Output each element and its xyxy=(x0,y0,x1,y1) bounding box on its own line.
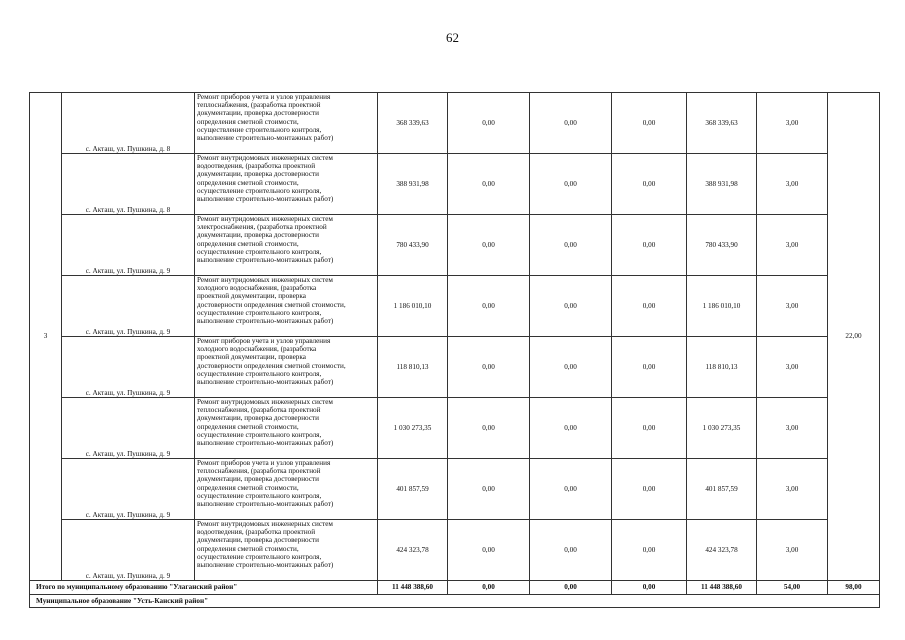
work-description-cell xyxy=(195,337,378,398)
work-line: проектной документации, проверка xyxy=(197,292,306,301)
next-section-heading: Муниципальное образование "Усть-Канский район" xyxy=(30,595,880,608)
value-cell-c5: 3,00 xyxy=(757,276,828,337)
work-line: теплоснабжения, (разработка проектной xyxy=(197,101,321,110)
value-cell-c5: 3,00 xyxy=(757,398,828,459)
work-line: осуществление строительного контроля, xyxy=(197,308,322,317)
work-line: определения сметной стоимости, xyxy=(197,544,299,553)
value-cell-c4: 118 810,13 xyxy=(687,337,757,398)
work-line: выполнение строительно-монтажных работ) xyxy=(197,317,334,326)
address-cell: с. Акташ, ул. Пушкина, д. 9 xyxy=(62,337,195,398)
work-line: осуществление строительного контроля, xyxy=(197,186,322,195)
total-label: Итого по муниципальному образованию "Улаганский район" xyxy=(30,581,378,595)
work-line: Ремонт внутридомовых инженерных систем xyxy=(197,215,333,223)
total-value-c3: 0,00 xyxy=(612,581,687,595)
work-line: документации, проверка достоверности xyxy=(197,109,320,118)
value-cell-c4: 1 030 273,35 xyxy=(687,398,757,459)
work-line: достоверности определения сметной стоимости, xyxy=(197,361,346,370)
value-cell-c4: 368 339,63 xyxy=(687,93,757,154)
total-value-c4: 11 448 388,60 xyxy=(687,581,757,595)
value-cell-c5: 3,00 xyxy=(757,520,828,581)
total-row xyxy=(30,581,880,595)
work-line: водоотведения, (разработка проектной xyxy=(197,162,316,171)
address-cell: с. Акташ, ул. Пушкина, д. 8 xyxy=(62,154,195,215)
work-description-cell xyxy=(195,276,378,337)
work-line: Ремонт внутридомовых инженерных систем xyxy=(197,520,333,528)
work-description-cell xyxy=(195,215,378,276)
work-line: теплоснабжения, (разработка проектной xyxy=(197,406,321,415)
value-cell-c5: 3,00 xyxy=(757,215,828,276)
table-row xyxy=(30,520,880,581)
value-cell-c4: 1 186 010,10 xyxy=(687,276,757,337)
value-cell-c1: 0,00 xyxy=(448,276,530,337)
value-cell-c2: 0,00 xyxy=(530,520,612,581)
work-line: документации, проверка достоверности xyxy=(197,536,320,545)
table-row xyxy=(30,337,880,398)
work-line: определения сметной стоимости, xyxy=(197,178,299,187)
work-line: холодного водоснабжения, (разработка xyxy=(197,345,317,354)
address-cell: с. Акташ, ул. Пушкина, д. 9 xyxy=(62,459,195,520)
address-cell: с. Акташ, ул. Пушкина, д. 9 xyxy=(62,520,195,581)
work-line: холодного водоснабжения, (разработка xyxy=(197,284,317,293)
work-line: осуществление строительного контроля, xyxy=(197,552,322,561)
work-line: выполнение строительно-монтажных работ) xyxy=(197,378,334,387)
work-line: выполнение строительно-монтажных работ) xyxy=(197,195,334,204)
work-line: выполнение строительно-монтажных работ) xyxy=(197,500,334,509)
work-line: определения сметной стоимости, xyxy=(197,239,299,248)
work-line: осуществление строительного контроля, xyxy=(197,247,322,256)
work-line: Ремонт внутридомовых инженерных систем xyxy=(197,398,333,406)
work-line: Ремонт внутридомовых инженерных систем xyxy=(197,154,333,162)
value-cell-c3: 0,00 xyxy=(612,215,687,276)
work-line: проектной документации, проверка xyxy=(197,353,306,362)
value-cell-c2: 0,00 xyxy=(530,215,612,276)
work-line: теплоснабжения, (разработка проектной xyxy=(197,467,321,476)
group-total-cell: 22,00 xyxy=(828,93,880,581)
work-line: Ремонт приборов учета и узлов управления xyxy=(197,459,331,467)
value-cell-c2: 0,00 xyxy=(530,459,612,520)
value-cell-c3: 0,00 xyxy=(612,93,687,154)
work-line: определения сметной стоимости, xyxy=(197,422,299,431)
value-cell-c3: 0,00 xyxy=(612,337,687,398)
value-cell-c2: 0,00 xyxy=(530,398,612,459)
section-heading-row xyxy=(30,595,880,608)
value-cell-c1: 0,00 xyxy=(448,520,530,581)
table-row xyxy=(30,154,880,215)
work-line: документации, проверка достоверности xyxy=(197,414,320,423)
work-line: осуществление строительного контроля, xyxy=(197,430,322,439)
work-description-cell xyxy=(195,93,378,154)
value-cell-c1: 0,00 xyxy=(448,154,530,215)
work-line: выполнение строительно-монтажных работ) xyxy=(197,561,334,570)
group-index-cell: 3 xyxy=(30,93,62,581)
table-row xyxy=(30,398,880,459)
work-line: выполнение строительно-монтажных работ) xyxy=(197,439,334,448)
table-row xyxy=(30,459,880,520)
work-line: документации, проверка достоверности xyxy=(197,475,320,484)
value-cell-cost: 424 323,78 xyxy=(378,520,448,581)
value-cell-cost: 368 339,63 xyxy=(378,93,448,154)
value-cell-cost: 388 931,98 xyxy=(378,154,448,215)
table-row xyxy=(30,276,880,337)
total-value-c5: 54,00 xyxy=(757,581,828,595)
address-cell: с. Акташ, ул. Пушкина, д. 9 xyxy=(62,398,195,459)
total-value-c1: 0,00 xyxy=(448,581,530,595)
value-cell-cost: 401 857,59 xyxy=(378,459,448,520)
value-cell-c4: 424 323,78 xyxy=(687,520,757,581)
value-cell-c4: 388 931,98 xyxy=(687,154,757,215)
work-line: определения сметной стоимости, xyxy=(197,117,299,126)
value-cell-c5: 3,00 xyxy=(757,154,828,215)
total-value-c6: 98,00 xyxy=(828,581,880,595)
capital-repair-table xyxy=(29,92,880,608)
work-line: электроснабжения, (разработка проектной xyxy=(197,223,327,232)
value-cell-c2: 0,00 xyxy=(530,93,612,154)
value-cell-c3: 0,00 xyxy=(612,520,687,581)
work-line: Ремонт приборов учета и узлов управления xyxy=(197,93,331,101)
value-cell-cost: 1 186 010,10 xyxy=(378,276,448,337)
table-row xyxy=(30,215,880,276)
work-line: водоотведения, (разработка проектной xyxy=(197,528,316,537)
table-row xyxy=(30,93,880,154)
value-cell-c5: 3,00 xyxy=(757,93,828,154)
work-description-cell xyxy=(195,459,378,520)
value-cell-c3: 0,00 xyxy=(612,276,687,337)
work-line: осуществление строительного контроля, xyxy=(197,491,322,500)
address-cell: с. Акташ, ул. Пушкина, д. 8 xyxy=(62,93,195,154)
value-cell-c3: 0,00 xyxy=(612,398,687,459)
work-line: Ремонт приборов учета и узлов управления xyxy=(197,337,331,345)
work-line: выполнение строительно-монтажных работ) xyxy=(197,256,334,265)
work-description-cell xyxy=(195,154,378,215)
value-cell-c1: 0,00 xyxy=(448,215,530,276)
value-cell-c2: 0,00 xyxy=(530,154,612,215)
work-line: осуществление строительного контроля, xyxy=(197,369,322,378)
value-cell-c2: 0,00 xyxy=(530,276,612,337)
value-cell-c1: 0,00 xyxy=(448,459,530,520)
work-line: документации, проверка достоверности xyxy=(197,170,320,179)
work-line: достоверности определения сметной стоимости, xyxy=(197,300,346,309)
value-cell-c5: 3,00 xyxy=(757,337,828,398)
value-cell-cost: 118 810,13 xyxy=(378,337,448,398)
address-cell: с. Акташ, ул. Пушкина, д. 9 xyxy=(62,215,195,276)
value-cell-c5: 3,00 xyxy=(757,459,828,520)
value-cell-c1: 0,00 xyxy=(448,337,530,398)
work-description-cell xyxy=(195,520,378,581)
work-description-cell xyxy=(195,398,378,459)
total-value-cost: 11 448 388,60 xyxy=(378,581,448,595)
value-cell-cost: 1 030 273,35 xyxy=(378,398,448,459)
value-cell-c1: 0,00 xyxy=(448,398,530,459)
address-cell: с. Акташ, ул. Пушкина, д. 9 xyxy=(62,276,195,337)
work-line: выполнение строительно-монтажных работ) xyxy=(197,134,334,143)
value-cell-c4: 401 857,59 xyxy=(687,459,757,520)
value-cell-c2: 0,00 xyxy=(530,337,612,398)
value-cell-c3: 0,00 xyxy=(612,154,687,215)
page-number: 62 xyxy=(446,30,459,45)
work-line: определения сметной стоимости, xyxy=(197,483,299,492)
work-line: документации, проверка достоверности xyxy=(197,231,320,240)
total-value-c2: 0,00 xyxy=(530,581,612,595)
value-cell-c4: 780 433,90 xyxy=(687,215,757,276)
value-cell-cost: 780 433,90 xyxy=(378,215,448,276)
value-cell-c1: 0,00 xyxy=(448,93,530,154)
work-line: осуществление строительного контроля, xyxy=(197,125,322,134)
value-cell-c3: 0,00 xyxy=(612,459,687,520)
work-line: Ремонт внутридомовых инженерных систем xyxy=(197,276,333,284)
